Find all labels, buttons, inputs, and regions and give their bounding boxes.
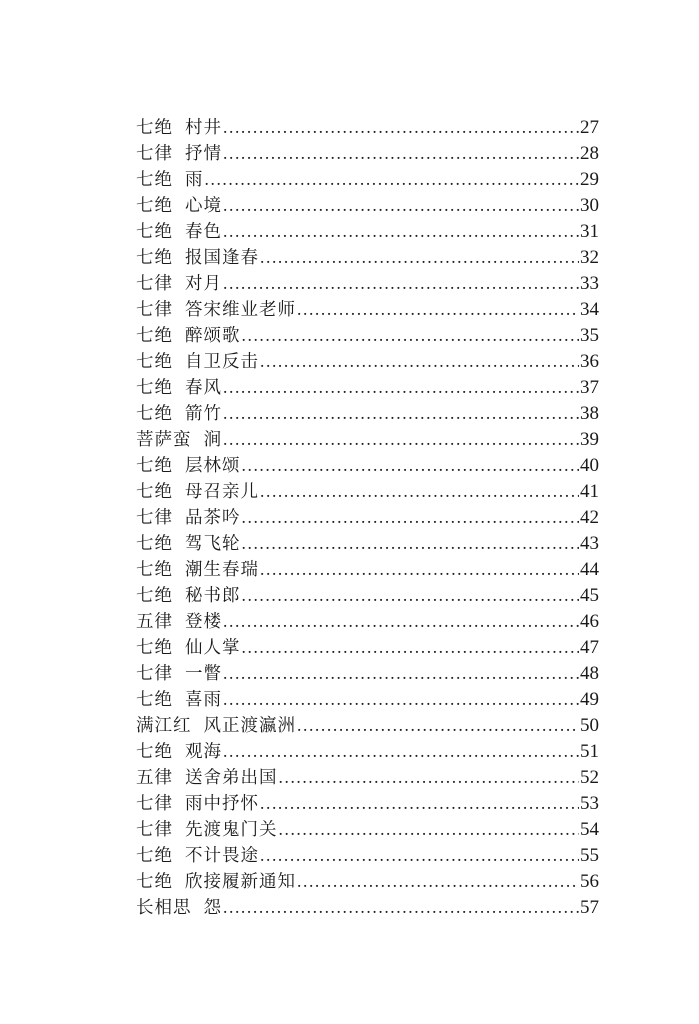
- toc-entry[interactable]: [136, 660, 599, 686]
- poem-title: 品茶吟: [185, 508, 241, 528]
- poem-title: 箭竹: [185, 404, 222, 424]
- dot-leader: [260, 478, 579, 504]
- page-number: 29: [580, 169, 599, 190]
- toc-list: [136, 114, 599, 920]
- poem-form: 七绝: [136, 482, 173, 502]
- poem-form: 七绝: [136, 352, 173, 372]
- dot-leader: [279, 816, 580, 842]
- toc-entry[interactable]: [136, 530, 599, 556]
- dot-leader: [260, 790, 579, 816]
- toc-entry[interactable]: [136, 816, 599, 842]
- page-number: 38: [580, 403, 599, 424]
- toc-entry[interactable]: [136, 374, 599, 400]
- toc-entry[interactable]: [136, 244, 599, 270]
- poem-title: 一瞥: [185, 664, 222, 684]
- poem-title: 层林颂: [185, 456, 241, 476]
- toc-entry[interactable]: [136, 452, 599, 478]
- poem-form: 七律: [136, 144, 173, 164]
- poem-form: 七绝: [136, 560, 173, 580]
- poem-title: 秘书郎: [185, 586, 241, 606]
- dot-leader: [223, 426, 579, 452]
- dot-leader: [223, 400, 579, 426]
- page-number: 37: [580, 377, 599, 398]
- page-number: 30: [580, 195, 599, 216]
- dot-leader: [242, 582, 580, 608]
- poem-form: 长相思: [136, 898, 192, 918]
- toc-entry[interactable]: [136, 114, 599, 140]
- page-number: 44: [580, 559, 599, 580]
- toc-entry[interactable]: [136, 504, 599, 530]
- poem-title: 春风: [185, 378, 222, 398]
- poem-title: 欣接履新通知: [185, 872, 296, 892]
- page-number: 57: [580, 897, 599, 918]
- dot-leader: [260, 244, 579, 270]
- page-number: 50: [580, 715, 599, 736]
- page-number: 54: [580, 819, 599, 840]
- toc-entry[interactable]: [136, 582, 599, 608]
- poem-form: 七绝: [136, 456, 173, 476]
- dot-leader: [297, 296, 579, 322]
- dot-leader: [297, 712, 579, 738]
- poem-form: 七绝: [136, 378, 173, 398]
- poem-form: 七律: [136, 274, 173, 294]
- poem-form: 七绝: [136, 638, 173, 658]
- poem-form: 七绝: [136, 872, 173, 892]
- page-number: 56: [580, 871, 599, 892]
- table-of-contents: [136, 114, 599, 920]
- toc-entry[interactable]: [136, 868, 599, 894]
- poem-title: 怨: [203, 898, 222, 918]
- poem-title: 驾飞轮: [185, 534, 241, 554]
- page-number: 32: [580, 247, 599, 268]
- toc-entry[interactable]: [136, 556, 599, 582]
- toc-entry[interactable]: [136, 296, 599, 322]
- dot-leader: [279, 764, 580, 790]
- toc-entry[interactable]: [136, 634, 599, 660]
- dot-leader: [242, 322, 580, 348]
- poem-form: 七绝: [136, 404, 173, 424]
- page-number: 40: [580, 455, 599, 476]
- poem-title: 先渡鬼门关: [185, 820, 278, 840]
- poem-form: 七绝: [136, 690, 173, 710]
- poem-title: 送舍弟出国: [185, 768, 278, 788]
- page-number: 49: [580, 689, 599, 710]
- poem-form: 满江红: [136, 716, 192, 736]
- dot-leader: [223, 686, 579, 712]
- dot-leader: [223, 114, 579, 140]
- page-number: 31: [580, 221, 599, 242]
- poem-title: 不计畏途: [185, 846, 259, 866]
- toc-entry[interactable]: [136, 192, 599, 218]
- page-number: 34: [580, 299, 599, 320]
- page-number: 53: [580, 793, 599, 814]
- poem-title: 对月: [185, 274, 222, 294]
- dot-leader: [242, 504, 580, 530]
- poem-form: 菩萨蛮: [136, 430, 192, 450]
- dot-leader: [223, 140, 579, 166]
- toc-entry[interactable]: [136, 894, 599, 920]
- toc-entry[interactable]: [136, 712, 599, 738]
- poem-form: 七绝: [136, 248, 173, 268]
- dot-leader: [242, 634, 580, 660]
- poem-form: 七律: [136, 820, 173, 840]
- poem-title: 自卫反击: [185, 352, 259, 372]
- poem-form: 七绝: [136, 534, 173, 554]
- poem-form: 五律: [136, 768, 173, 788]
- poem-title: 喜雨: [185, 690, 222, 710]
- page-number: 28: [580, 143, 599, 164]
- toc-entry[interactable]: [136, 686, 599, 712]
- toc-entry[interactable]: [136, 400, 599, 426]
- poem-title: 心境: [185, 196, 222, 216]
- page-number: 33: [580, 273, 599, 294]
- poem-form: 七律: [136, 664, 173, 684]
- toc-entry[interactable]: [136, 322, 599, 348]
- poem-title: 涧: [203, 430, 222, 450]
- toc-entry[interactable]: [136, 842, 599, 868]
- poem-form: 七绝: [136, 586, 173, 606]
- dot-leader: [223, 660, 579, 686]
- poem-form: 五律: [136, 612, 173, 632]
- dot-leader: [223, 270, 579, 296]
- page-number: 55: [580, 845, 599, 866]
- toc-entry[interactable]: [136, 478, 599, 504]
- toc-entry[interactable]: [136, 426, 599, 452]
- poem-form: 七绝: [136, 742, 173, 762]
- page-number: 43: [580, 533, 599, 554]
- page-number: 36: [580, 351, 599, 372]
- page-number: 46: [580, 611, 599, 632]
- toc-entry[interactable]: [136, 218, 599, 244]
- page-number: 39: [580, 429, 599, 450]
- page-number: 41: [580, 481, 599, 502]
- poem-form: 七律: [136, 508, 173, 528]
- poem-title: 观海: [185, 742, 222, 762]
- poem-form: 七绝: [136, 846, 173, 866]
- poem-title: 醉颂歌: [185, 326, 241, 346]
- dot-leader: [242, 452, 580, 478]
- poem-title: 仙人掌: [185, 638, 241, 658]
- poem-title: 报国逢春: [185, 248, 259, 268]
- toc-entry[interactable]: [136, 764, 599, 790]
- poem-form: 七绝: [136, 326, 173, 346]
- page-number: 35: [580, 325, 599, 346]
- poem-form: 七绝: [136, 196, 173, 216]
- poem-title: 雨中抒怀: [185, 794, 259, 814]
- page-number: 51: [580, 741, 599, 762]
- toc-entry[interactable]: [136, 608, 599, 634]
- toc-entry[interactable]: [136, 348, 599, 374]
- poem-title: 登楼: [185, 612, 222, 632]
- poem-title: 雨: [185, 170, 204, 190]
- dot-leader: [260, 842, 579, 868]
- poem-form: 七绝: [136, 118, 173, 138]
- poem-form: 七绝: [136, 170, 173, 190]
- page-number: 52: [580, 767, 599, 788]
- poem-title: 村井: [185, 118, 222, 138]
- toc-entry[interactable]: [136, 140, 599, 166]
- page-number: 27: [580, 117, 599, 138]
- poem-title: 风正渡瀛洲: [203, 716, 296, 736]
- poem-title: 潮生春瑞: [185, 560, 259, 580]
- page-number: 45: [580, 585, 599, 606]
- dot-leader: [297, 868, 579, 894]
- poem-title: 答宋维业老师: [185, 300, 296, 320]
- dot-leader: [223, 374, 579, 400]
- poem-form: 七律: [136, 794, 173, 814]
- dot-leader: [223, 738, 579, 764]
- poem-form: 七绝: [136, 222, 173, 242]
- dot-leader: [223, 192, 579, 218]
- poem-title: 抒情: [185, 144, 222, 164]
- poem-form: 七律: [136, 300, 173, 320]
- dot-leader: [260, 556, 579, 582]
- toc-entry[interactable]: [136, 790, 599, 816]
- page-number: 48: [580, 663, 599, 684]
- page-number: 42: [580, 507, 599, 528]
- poem-title: 母召亲儿: [185, 482, 259, 502]
- dot-leader: [242, 530, 580, 556]
- page-number: 47: [580, 637, 599, 658]
- toc-entry[interactable]: [136, 166, 599, 192]
- dot-leader: [223, 894, 579, 920]
- dot-leader: [223, 218, 579, 244]
- dot-leader: [223, 608, 579, 634]
- dot-leader: [205, 166, 580, 192]
- toc-entry[interactable]: [136, 270, 599, 296]
- poem-title: 春色: [185, 222, 222, 242]
- dot-leader: [260, 348, 579, 374]
- toc-entry[interactable]: [136, 738, 599, 764]
